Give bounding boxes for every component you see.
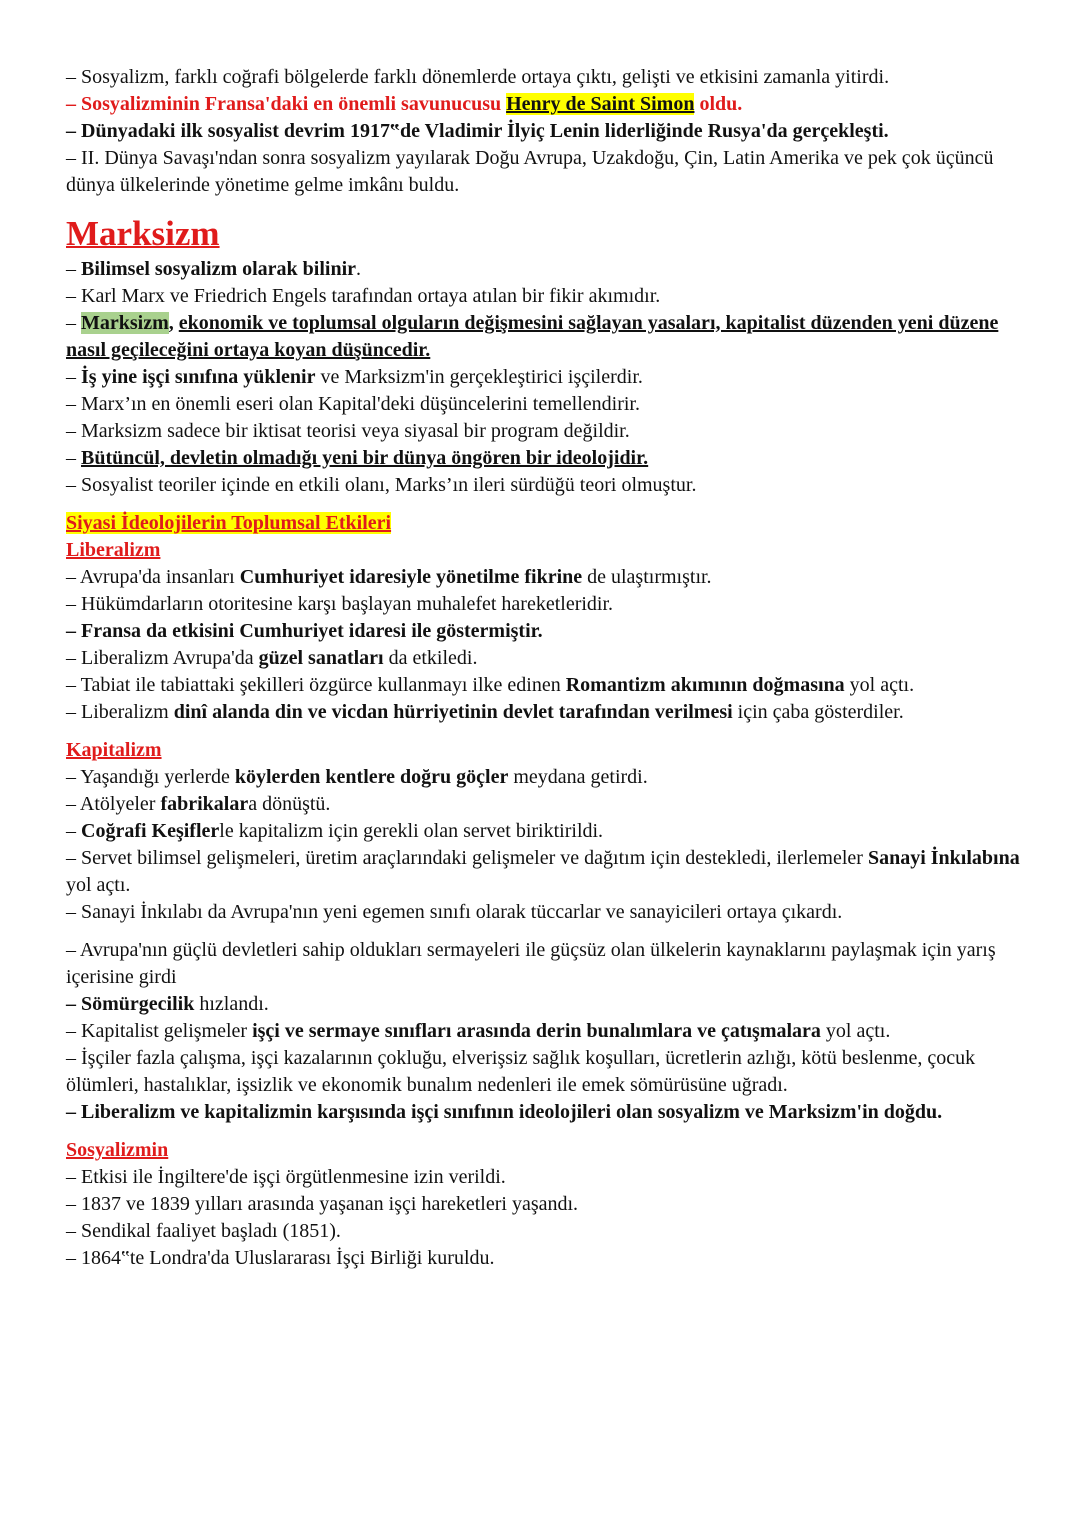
marksizm-title: Marksizm bbox=[66, 214, 220, 253]
kapitalizm-line-10-text: – Liberalizm ve kapitalizmin karşısında işçi sınıfının ideolojileri olan sosyalizm ve Marksizm'in doğdu. bbox=[66, 1101, 943, 1123]
kapitalizm-line-10 bbox=[66, 1099, 1026, 1126]
marksizm-line-3-c: , bbox=[168, 312, 179, 334]
liberalizm-line-4 bbox=[66, 645, 1026, 672]
etkiler-title-text: Siyasi İdeolojilerin Toplumsal Etkileri bbox=[66, 512, 392, 534]
liberalizm-line-6-a: – Liberalizm bbox=[66, 701, 174, 723]
intro-line-2-a: – Sosyalizminin Fransa'daki en önemli savunucusu bbox=[66, 93, 507, 115]
intro-line-3 bbox=[66, 118, 1026, 145]
marksizm-line-3-a: – bbox=[66, 312, 81, 334]
kapitalizm-line-4 bbox=[66, 845, 1026, 899]
liberalizm-line-4-a: – Liberalizm Avrupa'da bbox=[66, 647, 259, 669]
marksizm-line-3-d: ekonomik ve toplumsal olguların değişmesini sağlayan yasaları, kapitalist düzenden yeni düzene nasıl geçileceğini ortaya koyan düşüncedir. bbox=[66, 312, 999, 361]
kapitalizm-line-4-c: yol açtı. bbox=[66, 874, 131, 896]
kapitalizm-line-3-a: – bbox=[66, 820, 81, 842]
intro-line-2-c: oldu. bbox=[694, 93, 743, 115]
kapitalizm-line-3-c: le kapitalizm için gerekli olan servet biriktirildi. bbox=[219, 820, 604, 842]
liberalizm-line-1-a: – Avrupa'da insanları bbox=[66, 566, 240, 588]
liberalizm-line-5-c: yol açtı. bbox=[844, 674, 915, 696]
saint-simon-highlight: Henry de Saint Simon bbox=[506, 93, 695, 115]
kapitalizm-line-2-c: a dönüştü. bbox=[248, 793, 331, 815]
kapitalizm-line-1-c: meydana getirdi. bbox=[508, 766, 648, 788]
liberalizm-line-3-text: – Fransa da etkisini Cumhuriyet idaresi ile göstermiştir. bbox=[66, 620, 543, 642]
liberalizm-line-5-b: Romantizm akımının doğmasına bbox=[565, 674, 845, 696]
liberalizm-line-4-b: güzel sanatları bbox=[258, 647, 384, 669]
marksizm-line-6: – Marksizm sadece bir iktisat teorisi veya siyasal bir program değildir. bbox=[66, 420, 630, 442]
marksizm-line-4 bbox=[66, 364, 1026, 391]
kapitalizm-line-1-a: – Yaşandığı yerlerde bbox=[66, 766, 235, 788]
sosyalizmin-line-3: – Sendikal faaliyet başladı (1851). bbox=[66, 1220, 341, 1242]
liberalizm-title: Liberalizm bbox=[66, 539, 161, 561]
marksizm-green-highlight: Marksizm bbox=[81, 312, 169, 334]
etkiler-title bbox=[66, 510, 1026, 537]
marksizm-line-7-b: Bütüncül, devletin olmadığı yeni bir dünya öngören bir ideolojidir. bbox=[81, 447, 649, 469]
liberalizm-line-1-c: de ulaştırmıştır. bbox=[582, 566, 712, 588]
liberalizm-line-6-b: dinî alanda din ve vicdan hürriyetinin devlet tarafından verilmesi bbox=[173, 701, 733, 723]
sosyalizmin-line-2: – 1837 ve 1839 yılları arasında yaşanan işçi hareketleri yaşandı. bbox=[66, 1193, 579, 1215]
kapitalizm-line-3 bbox=[66, 818, 1026, 845]
intro-line-1: – Sosyalizm, farklı coğrafi bölgelerde farklı dönemlerde ortaya çıktı, gelişti ve etkisini zamanla yitirdi. bbox=[66, 66, 890, 88]
marksizm-line-7 bbox=[66, 445, 1026, 472]
liberalizm-line-4-c: da etkiledi. bbox=[383, 647, 478, 669]
liberalizm-line-2: – Hükümdarların otoritesine karşı başlayan muhalefet hareketleridir. bbox=[66, 593, 614, 615]
kapitalizm-line-8-b: işçi ve sermaye sınıfları arasında derin bunalımlara ve çatışmalara bbox=[252, 1020, 821, 1042]
intro-line-2 bbox=[66, 91, 1026, 118]
marksizm-line-1-b: Bilimsel sosyalizm olarak bilinir bbox=[81, 258, 357, 280]
kapitalizm-line-7 bbox=[66, 991, 1026, 1018]
marksizm-line-4-b: İş yine işçi sınıfına yüklenir bbox=[81, 366, 316, 388]
kapitalizm-line-8-a: – Kapitalist gelişmeler bbox=[66, 1020, 253, 1042]
kapitalizm-line-2-b: fabrikalar bbox=[160, 793, 249, 815]
liberalizm-line-3 bbox=[66, 618, 1026, 645]
marksizm-line-3 bbox=[66, 310, 1026, 364]
marksizm-line-5: – Marx’ın en önemli eseri olan Kapital'deki düşüncelerini temellendirir. bbox=[66, 393, 640, 415]
sosyalizmin-line-1: – Etkisi ile İngiltere'de işçi örgütlenmesine izin verildi. bbox=[66, 1166, 506, 1188]
kapitalizm-line-3-b: Coğrafi Keşifler bbox=[81, 820, 220, 842]
kapitalizm-line-9: – İşçiler fazla çalışma, işçi kazalarının çokluğu, elverişsiz sağlık koşulları, ücretlerin azlığı, kötü beslenme, çocuk ölümleri, hastalıklar, işsizlik ve ekonomik bunalım nedenleri ile emek sömürüsüne uğradı. bbox=[66, 1047, 976, 1096]
kapitalizm-line-5: – Sanayi İnkılabı da Avrupa'nın yeni egemen sınıfı olarak tüccarlar ve sanayicileri ortaya çıkardı. bbox=[66, 901, 843, 923]
kapitalizm-line-8 bbox=[66, 1018, 1026, 1045]
liberalizm-line-6 bbox=[66, 699, 1026, 726]
intro-line-3-text: – Dünyadaki ilk sosyalist devrim 1917‟de Vladimir İlyiç Lenin liderliğinde Rusya'da gerçekleşti. bbox=[66, 120, 889, 142]
liberalizm-line-1 bbox=[66, 564, 1026, 591]
marksizm-line-2: – Karl Marx ve Friedrich Engels tarafından ortaya atılan bir fikir akımıdır. bbox=[66, 285, 661, 307]
kapitalizm-title: Kapitalizm bbox=[66, 739, 162, 761]
marksizm-line-1-a: – bbox=[66, 258, 81, 280]
marksizm-line-4-c: ve Marksizm'in gerçekleştirici işçilerdir. bbox=[315, 366, 643, 388]
kapitalizm-line-8-c: yol açtı. bbox=[820, 1020, 891, 1042]
marksizm-line-4-a: – bbox=[66, 366, 81, 388]
liberalizm-line-5-a: – Tabiat ile tabiattaki şekilleri özgürce kullanmayı ilke edinen bbox=[66, 674, 566, 696]
liberalizm-line-6-c: için çaba gösterdiler. bbox=[732, 701, 904, 723]
kapitalizm-line-1 bbox=[66, 764, 1026, 791]
kapitalizm-line-7-c: hızlandı. bbox=[194, 993, 269, 1015]
document-body bbox=[66, 64, 1026, 1272]
kapitalizm-line-2 bbox=[66, 791, 1026, 818]
marksizm-line-8: – Sosyalist teoriler içinde en etkili olanı, Marks’ın ileri sürdüğü teori olmuştur. bbox=[66, 474, 697, 496]
intro-line-4: – II. Dünya Savaşı'ndan sonra sosyalizm yayılarak Doğu Avrupa, Uzakdoğu, Çin, Latin Amerika ve pek çok üçüncü dünya ülkelerinde yönetime gelme imkânı buldu. bbox=[66, 147, 994, 196]
kapitalizm-line-7-b: – Sömürgecilik bbox=[66, 993, 195, 1015]
marksizm-line-1-c: . bbox=[356, 258, 362, 280]
kapitalizm-line-1-b: köylerden kentlere doğru göçler bbox=[234, 766, 509, 788]
sosyalizmin-title: Sosyalizmin bbox=[66, 1139, 169, 1161]
kapitalizm-line-4-a: – Servet bilimsel gelişmeleri, üretim araçlarındaki gelişmeler ve dağıtım için destekledi, ilerlemeler bbox=[66, 847, 868, 869]
marksizm-line-7-a: – bbox=[66, 447, 81, 469]
marksizm-line-1 bbox=[66, 256, 1026, 283]
kapitalizm-line-2-a: – Atölyeler bbox=[66, 793, 161, 815]
sosyalizmin-line-4: – 1864‟te Londra'da Uluslararası İşçi Birliği kuruldu. bbox=[66, 1247, 495, 1269]
kapitalizm-line-6: – Avrupa'nın güçlü devletleri sahip oldukları sermayeleri ile güçsüz olan ülkelerin kaynaklarını paylaşmak için yarış içerisine girdi bbox=[66, 939, 996, 988]
liberalizm-line-5 bbox=[66, 672, 1026, 699]
kapitalizm-line-4-b: Sanayi İnkılabına bbox=[867, 847, 1020, 869]
liberalizm-line-1-b: Cumhuriyet idaresiyle yönetilme fikrine bbox=[239, 566, 583, 588]
